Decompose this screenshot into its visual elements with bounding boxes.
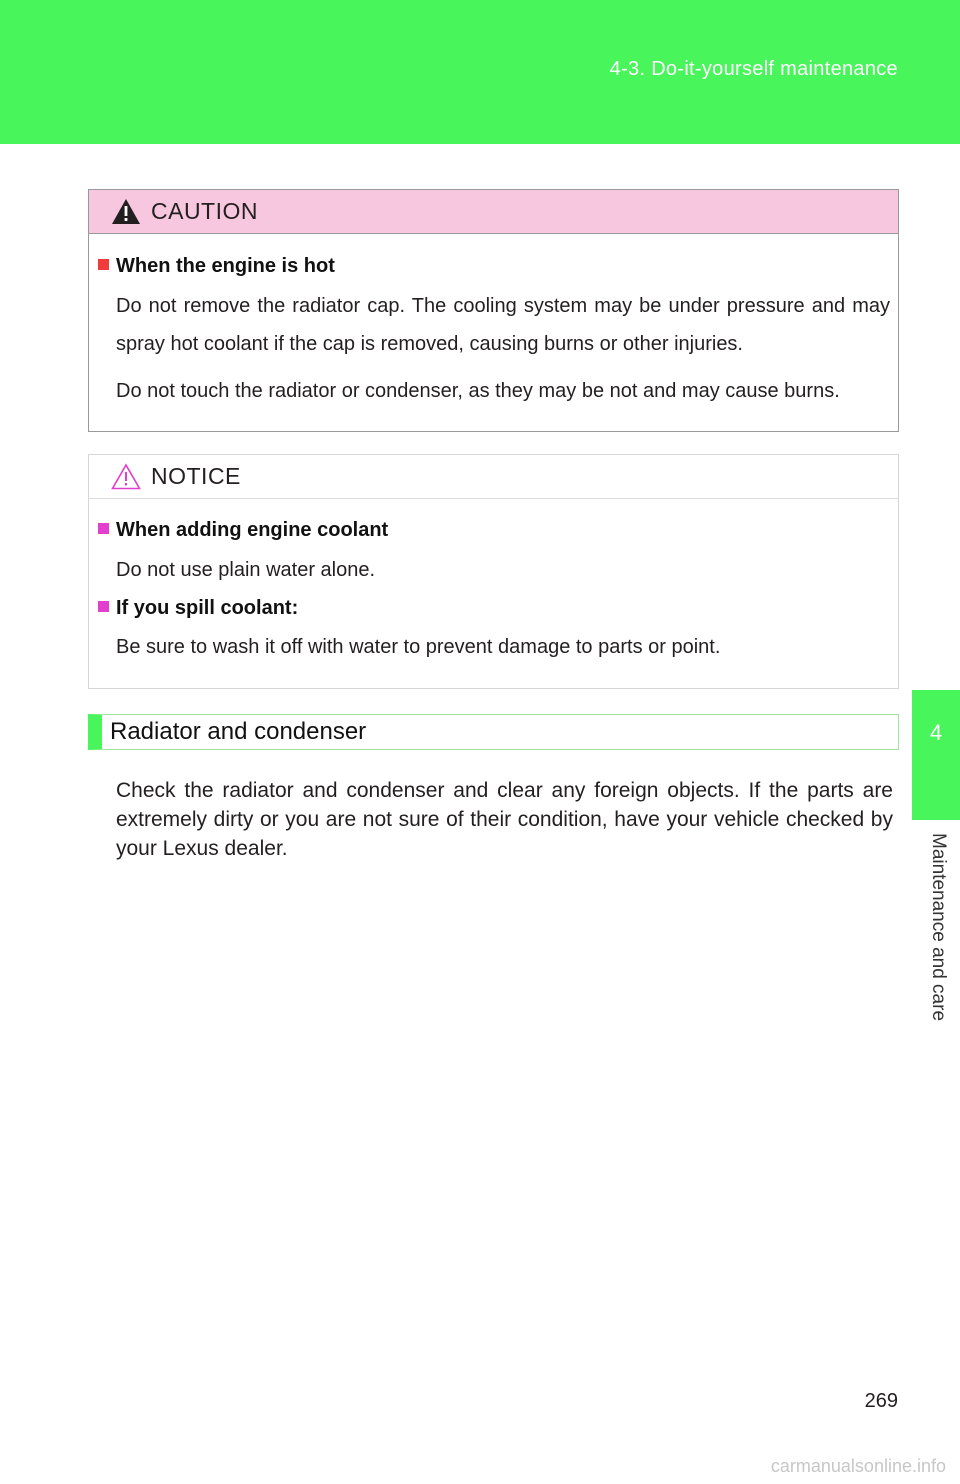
- section-heading-bar: [88, 714, 899, 750]
- notice-header: [89, 455, 898, 499]
- notice-bullet-1: [98, 519, 388, 542]
- header-band: [0, 0, 960, 144]
- caution-paragraph-1: Do not remove the radiator cap. The cooling system may be under pressure and may spray hot coolant if the cap is removed, causing burns or other injuries.: [116, 295, 890, 355]
- notice-text-2: Be sure to wash it off with water to prevent damage to parts or point.: [116, 636, 721, 658]
- page-number: 269: [864, 1390, 898, 1412]
- notice-bullet-2: [98, 597, 298, 620]
- caution-title: CAUTION: [151, 198, 258, 224]
- bullet-square-icon: [98, 523, 109, 534]
- bullet-square-icon: [98, 259, 109, 270]
- watermark: carmanualsonline.info: [770, 1456, 946, 1476]
- notice-text-1: Do not use plain water alone.: [116, 559, 376, 581]
- notice-bullet-1-text: When adding engine coolant: [116, 519, 389, 541]
- caution-header: [89, 190, 898, 234]
- notice-triangle-icon: [111, 463, 141, 490]
- caution-bullet: [98, 255, 335, 278]
- notice-title: NOTICE: [151, 463, 241, 489]
- section-heading: Radiator and condenser: [110, 718, 367, 745]
- bullet-square-icon: [98, 601, 109, 612]
- caution-bullet-text: When the engine is hot: [116, 255, 335, 277]
- section-label: 4-3. Do-it-yourself maintenance: [609, 58, 898, 80]
- chapter-number: 4: [929, 720, 943, 745]
- notice-bullet-2-text: If you spill coolant:: [116, 597, 299, 619]
- caution-paragraph-2: Do not touch the radiator or condenser, as they may be not and may cause burns.: [116, 380, 840, 402]
- warning-triangle-icon: [111, 198, 141, 225]
- chapter-tab: [912, 690, 960, 820]
- section-body: Check the radiator and condenser and clear any foreign objects. If the parts are extremely dirty or you are not sure of their condition, have your vehicle checked by your Lexus dealer.: [116, 779, 893, 860]
- chapter-label: Maintenance and care: [928, 833, 949, 1022]
